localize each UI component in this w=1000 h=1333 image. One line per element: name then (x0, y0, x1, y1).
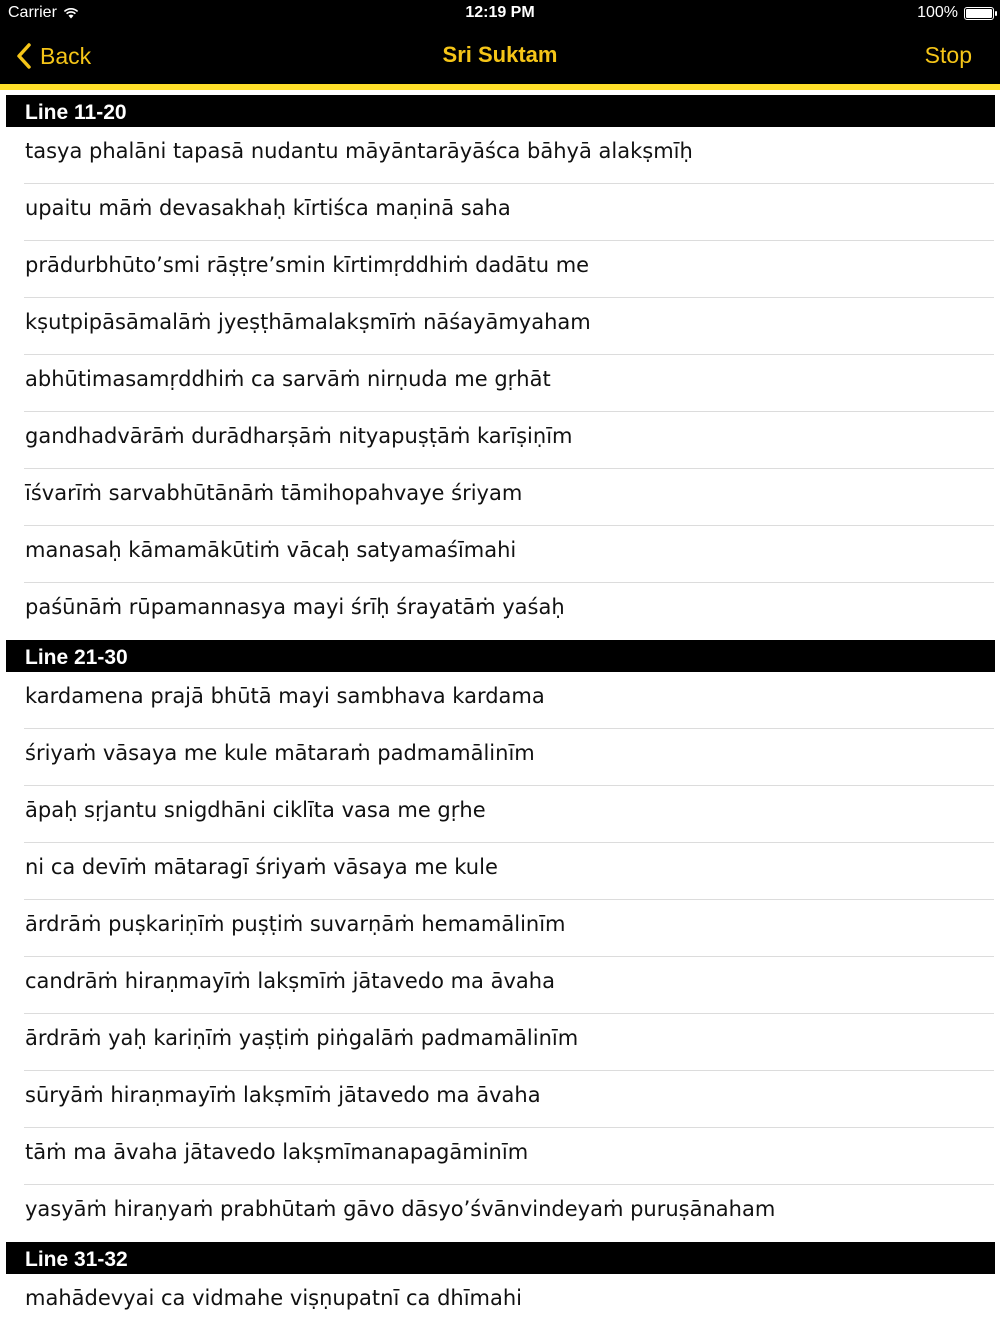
verse-text: sūryāṁ hiraṇmayīṁ lakṣmīṁ jātavedo ma āvaha (25, 1083, 541, 1107)
verse-row[interactable] (24, 729, 994, 786)
clock: 12:19 PM (465, 4, 535, 21)
navigation-bar (0, 28, 1000, 84)
verse-text: tasya phalāni tapasā nudantu māyāntarāyāśca bāhyā alakṣmīḥ (25, 139, 693, 163)
verse-row[interactable] (24, 1071, 994, 1128)
verse-text: tāṁ ma āvaha jātavedo lakṣmīmanapagāminīm (25, 1140, 529, 1164)
verse-text: kṣutpipāsāmalāṁ jyeṣṭhāmalakṣmīṁ nāśayāmyaham (25, 310, 591, 334)
back-label: Back (40, 42, 92, 69)
verse-row[interactable] (24, 298, 994, 355)
verse-text: prādurbhūto’smi rāṣṭre’smin kīrtimṛddhiṁ dadātu me (25, 253, 590, 277)
verse-row[interactable] (24, 184, 994, 241)
verse-row[interactable] (24, 672, 994, 729)
verse-text: gandhadvārāṁ durādharṣāṁ nityapuṣṭāṁ karīṣiṇīm (25, 424, 573, 448)
section-header: Line 11-20 (6, 95, 995, 127)
verse-row[interactable] (24, 583, 994, 640)
section-header: Line 21-30 (6, 640, 995, 672)
top-bar (0, 0, 1000, 84)
verse-text: īśvarīṁ sarvabhūtānāṁ tāmihopahvaye śriyam (25, 481, 523, 505)
verse-row[interactable] (24, 127, 994, 184)
verse-row[interactable] (24, 469, 994, 526)
verse-text: candrāṁ hiraṇmayīṁ lakṣmīṁ jātavedo ma āvaha (25, 969, 555, 993)
verse-text: mahādevyai ca vidmahe viṣṇupatnī ca dhīmahi (25, 1286, 523, 1310)
verse-row[interactable] (24, 241, 994, 298)
section-header: Line 31-32 (6, 1242, 995, 1274)
verse-row[interactable] (24, 900, 994, 957)
battery-indicator (917, 4, 994, 22)
verse-text: kardamena prajā bhūtā mayi sambhava kardama (25, 684, 545, 708)
carrier-label: Carrier (8, 4, 57, 21)
verse-row[interactable] (24, 1128, 994, 1185)
battery-icon (964, 7, 994, 20)
verse-row[interactable] (24, 526, 994, 583)
verse-row[interactable] (24, 843, 994, 900)
verse-text: āpaḥ sṛjantu snigdhāni ciklīta vasa me gṛhe (25, 798, 486, 822)
verse-text: abhūtimasamṛddhiṁ ca sarvāṁ nirṇuda me gṛhāt (25, 367, 551, 391)
verse-text: upaitu māṁ devasakhaḥ kīrtiśca maṇinā saha (25, 196, 511, 220)
verse-row[interactable] (24, 355, 994, 412)
verse-row[interactable] (24, 957, 994, 1014)
verse-row[interactable] (24, 1014, 994, 1071)
verse-text: yasyāṁ hiraṇyaṁ prabhūtaṁ gāvo dāsyo’śvānvindeyaṁ puruṣānaham (25, 1197, 776, 1221)
verse-row[interactable] (24, 1185, 994, 1242)
stop-button[interactable]: Stop (924, 42, 972, 68)
verse-text: ārdrāṁ yaḥ kariṇīṁ yaṣṭiṁ piṅgalāṁ padmamālinīm (25, 1026, 579, 1050)
verse-text: ni ca devīṁ mātaragī śriyaṁ vāsaya me kule (25, 855, 498, 879)
verse-row[interactable] (24, 786, 994, 843)
verse-row[interactable] (24, 1274, 994, 1331)
verse-text: paśūnāṁ rūpamannasya mayi śrīḥ śrayatāṁ yaśaḥ (25, 595, 565, 619)
verse-text: manasaḥ kāmamākūtiṁ vācaḥ satyamaśīmahi (25, 538, 517, 562)
verse-text: śriyaṁ vāsaya me kule mātaraṁ padmamālinīm (25, 741, 535, 765)
page-title: Sri Suktam (442, 42, 558, 67)
battery-percent: 100% (917, 4, 958, 21)
verse-row[interactable] (24, 412, 994, 469)
verse-list[interactable] (0, 90, 1000, 1331)
status-bar (0, 0, 1000, 28)
verse-text: ārdrāṁ puṣkariṇīṁ puṣṭiṁ suvarṇāṁ hemamālinīm (25, 912, 566, 936)
